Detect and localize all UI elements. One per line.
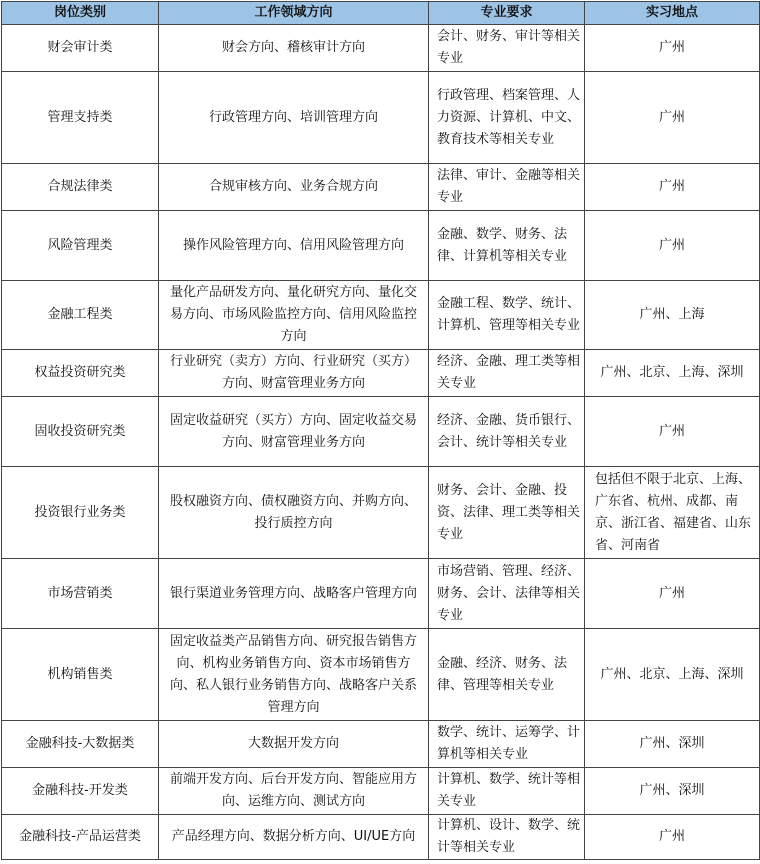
- category-cell: 合规法律类: [2, 164, 159, 211]
- major-cell: 经济、金融、理工类等相关专业: [429, 350, 585, 397]
- major-cell: 经济、金融、货币银行、会计、统计等相关专业: [429, 397, 585, 467]
- direction-cell: 股权融资方向、债权融资方向、并购方向、投行质控方向: [159, 467, 429, 559]
- category-cell: 权益投资研究类: [2, 350, 159, 397]
- direction-cell: 前端开发方向、后台开发方向、智能应用方向、运维方向、测试方向: [159, 768, 429, 815]
- direction-cell: 行政管理方向、培训管理方向: [159, 72, 429, 164]
- category-cell: 金融科技-大数据类: [2, 721, 159, 768]
- direction-cell: 产品经理方向、数据分析方向、UI/UE方向: [159, 815, 429, 860]
- table-row: [2, 164, 760, 211]
- table-row: [2, 72, 760, 164]
- table-row: [2, 721, 760, 768]
- location-cell: 广州、上海: [585, 281, 760, 350]
- category-cell: 金融科技-开发类: [2, 768, 159, 815]
- category-cell: 管理支持类: [2, 72, 159, 164]
- major-cell: 会计、财务、审计等相关专业: [429, 25, 585, 72]
- location-cell: 广州: [585, 72, 760, 164]
- category-cell: 风险管理类: [2, 211, 159, 281]
- location-cell: 广州: [585, 25, 760, 72]
- direction-cell: 量化产品研发方向、量化研究方向、量化交易方向、市场风险监控方向、信用风险监控方向: [159, 281, 429, 350]
- direction-cell: 大数据开发方向: [159, 721, 429, 768]
- location-cell: 广州: [585, 211, 760, 281]
- major-cell: 金融工程、数学、统计、计算机、管理等相关专业: [429, 281, 585, 350]
- category-cell: 固收投资研究类: [2, 397, 159, 467]
- table-row: [2, 629, 760, 721]
- header-location: 实习地点: [585, 2, 760, 25]
- direction-cell: 合规审核方向、业务合规方向: [159, 164, 429, 211]
- location-cell: 广州、深圳: [585, 721, 760, 768]
- location-cell: 广州: [585, 397, 760, 467]
- direction-cell: 固定收益类产品销售方向、研究报告销售方向、机构业务销售方向、资本市场销售方向、私人银行业务销售方向、战略客户关系管理方向: [159, 629, 429, 721]
- table-row: [2, 211, 760, 281]
- direction-cell: 操作风险管理方向、信用风险管理方向: [159, 211, 429, 281]
- table-row: [2, 559, 760, 629]
- major-cell: 计算机、设计、数学、统计等相关专业: [429, 815, 585, 860]
- category-cell: 投资银行业务类: [2, 467, 159, 559]
- table-row: [2, 25, 760, 72]
- major-cell: 金融、数学、财务、法律、计算机等相关专业: [429, 211, 585, 281]
- major-cell: 数学、统计、运筹学、计算机等相关专业: [429, 721, 585, 768]
- major-cell: 财务、会计、金融、投资、法律、理工类等相关专业: [429, 467, 585, 559]
- category-cell: 财会审计类: [2, 25, 159, 72]
- header-major: 专业要求: [429, 2, 585, 25]
- major-cell: 法律、审计、金融等相关专业: [429, 164, 585, 211]
- header-category: 岗位类别: [2, 2, 159, 25]
- table-row: [2, 768, 760, 815]
- category-cell: 市场营销类: [2, 559, 159, 629]
- location-cell: 广州、北京、上海、深圳: [585, 350, 760, 397]
- location-cell: 广州、北京、上海、深圳: [585, 629, 760, 721]
- location-cell: 广州: [585, 164, 760, 211]
- table-row: [2, 815, 760, 860]
- table-row: [2, 350, 760, 397]
- location-cell: 广州: [585, 559, 760, 629]
- internship-table: [1, 1, 760, 860]
- header-direction: 工作领域方向: [159, 2, 429, 25]
- direction-cell: 财会方向、稽核审计方向: [159, 25, 429, 72]
- direction-cell: 银行渠道业务管理方向、战略客户管理方向: [159, 559, 429, 629]
- category-cell: 金融科技-产品运营类: [2, 815, 159, 860]
- major-cell: 计算机、数学、统计等相关专业: [429, 768, 585, 815]
- category-cell: 金融工程类: [2, 281, 159, 350]
- category-cell: 机构销售类: [2, 629, 159, 721]
- location-cell: 包括但不限于北京、上海、广东省、杭州、成都、南京、浙江省、福建省、山东省、河南省: [585, 467, 760, 559]
- location-cell: 广州、深圳: [585, 768, 760, 815]
- table-row: [2, 397, 760, 467]
- table-row: [2, 467, 760, 559]
- major-cell: 行政管理、档案管理、人力资源、计算机、中文、教育技术等相关专业: [429, 72, 585, 164]
- header-row: [2, 2, 760, 25]
- direction-cell: 固定收益研究（买方）方向、固定收益交易方向、财富管理业务方向: [159, 397, 429, 467]
- major-cell: 金融、经济、财务、法律、管理等相关专业: [429, 629, 585, 721]
- major-cell: 市场营销、管理、经济、财务、会计、法律等相关专业: [429, 559, 585, 629]
- table-row: [2, 281, 760, 350]
- direction-cell: 行业研究（卖方）方向、行业研究（买方）方向、财富管理业务方向: [159, 350, 429, 397]
- location-cell: 广州: [585, 815, 760, 860]
